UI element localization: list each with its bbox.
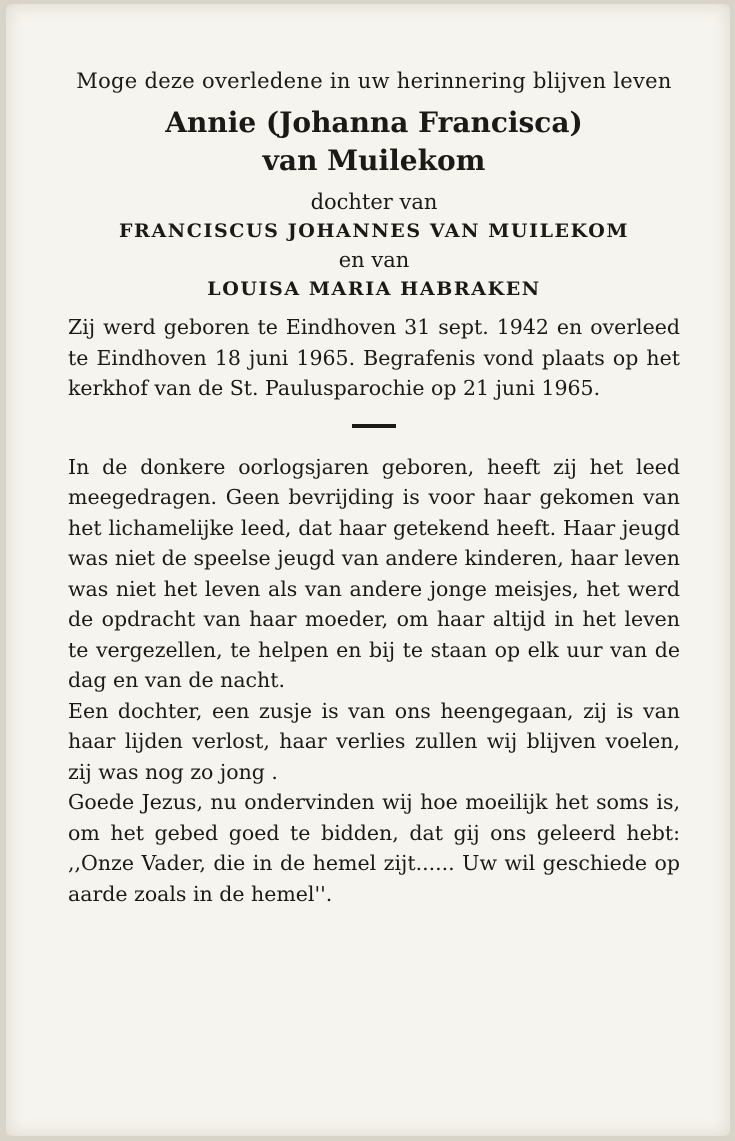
- name-line-1: Annie (Johanna Francisca): [165, 106, 583, 139]
- mother-name: LOUISA MARIA HABRAKEN: [207, 278, 541, 300]
- father-name: FRANCISCUS JOHANNES VAN MUILEKOM: [118, 220, 630, 242]
- divider-rule: [352, 424, 396, 428]
- life-facts: Zij werd geboren te Eindhoven 31 sept. 1942 en overleed te Eindhoven 18 juni 1965. Begrafenis vond plaats op het kerkhof van de St. Paulusparochie op 21 juni 1965.: [68, 315, 680, 400]
- daughter-of-label: dochter van: [310, 190, 438, 214]
- card-content: [68, 66, 680, 909]
- deceased-name: [68, 104, 680, 180]
- paragraph-1: In de donkere oorlogsjaren geboren, heeft zij het leed meegedragen. Geen bevrijding is voor haar gekomen van het lichamelijke leed, dat haar getekend heeft. Haar jeugd was niet de speelse jeugd van andere kinderen, haar leven was niet het leven als van andere jonge meisjes, het werd de opdracht van haar moeder, om haar altijd in het leven te vergezellen, te helpen en bij te staan op elk uur van de dag en van de nacht.: [68, 454, 680, 692]
- memorial-card: [6, 4, 730, 1136]
- paragraph-2: Een dochter, een zusje is van ons heengegaan, zij is van haar lijden verlost, haar verlies zullen wij blijven voelen, zij was nog zo jong .: [68, 698, 680, 784]
- intro-text: Moge deze overledene in uw herinnering blijven leven: [76, 69, 672, 93]
- and-of-label: en van: [338, 248, 410, 272]
- name-line-2: van Muilekom: [262, 144, 486, 177]
- paragraph-3: Goede Jezus, nu ondervinden wij hoe moeilijk het soms is, om het gebed goed te bidden, dat gij ons geleerd hebt: ,,Onze Vader, die in de hemel zijt...... Uw wil geschiede op aarde zoals in de hemel''.: [68, 790, 680, 906]
